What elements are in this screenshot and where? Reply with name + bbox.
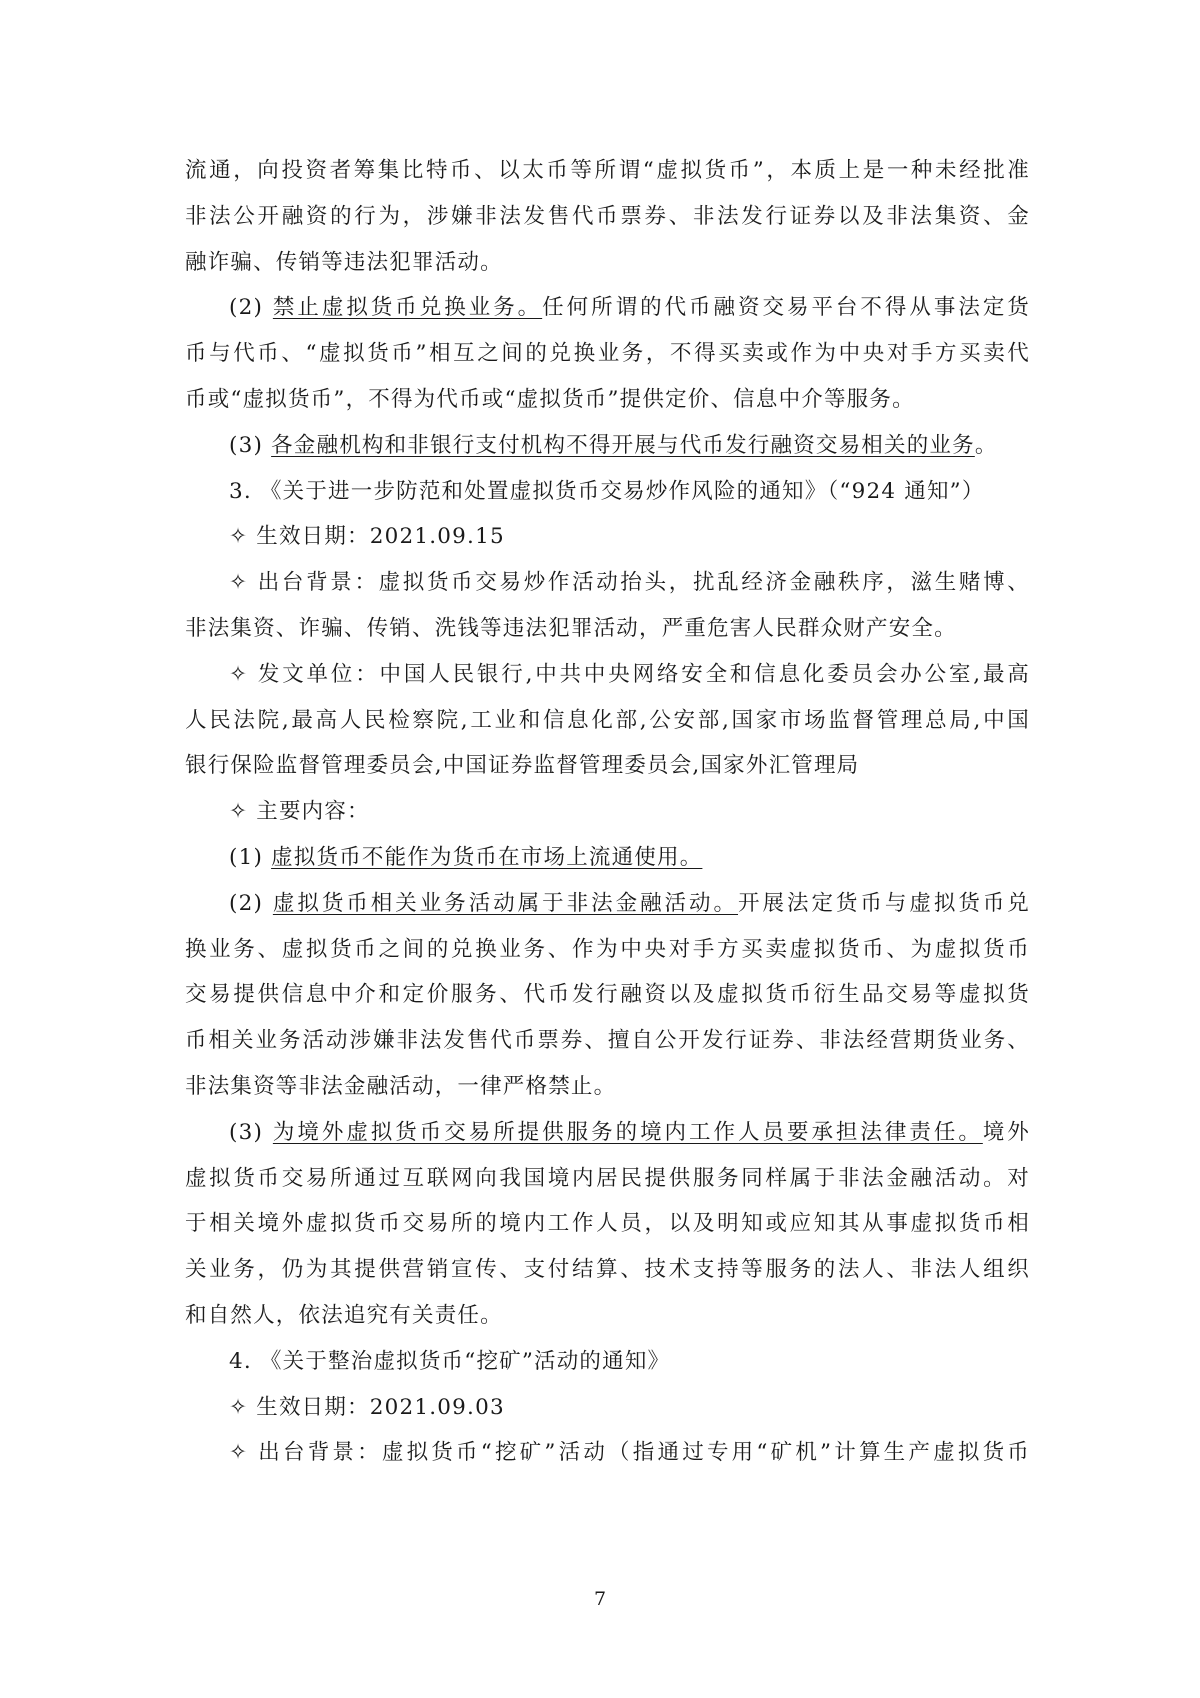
page-body: [185, 148, 1030, 1476]
item-number: (2): [229, 890, 273, 916]
text-line: 人民法院,最高人民检察院,工业和信息化部,公安部,国家市场监督管理总局,中国: [185, 707, 1030, 733]
text-line: 非法公开融资的行为，涉嫌非法发售代币票券、非法发行证券以及非法集资、金: [185, 203, 1030, 229]
item-text: 境外: [982, 1119, 1030, 1145]
underlined-heading: 各金融机构和非银行支付机构不得开展与代币发行融资交易相关的业务: [271, 432, 975, 458]
content-item-3: [185, 1110, 1030, 1156]
background-line: ✧ 出台背景：虚拟货币交易炒作活动抬头，扰乱经济金融秩序，滋生赌博、: [229, 570, 1030, 596]
section-heading-3: 3. 《关于进一步防范和处置虚拟货币交易炒作风险的通知》（“924 通知”）: [229, 478, 985, 504]
text-line: 币或“虚拟货币”，不得为代币或“虚拟货币”提供定价、信息中介等服务。: [185, 386, 915, 412]
item-text: 。: [974, 432, 998, 458]
text-line: 交易提供信息中介和定价服务、代币发行融资以及虚拟货币衍生品交易等虚拟货: [185, 982, 1030, 1008]
effective-date: ✧ 生效日期：2021.09.15: [229, 524, 505, 550]
issuer-line: ✧ 发文单位：中国人民银行,中共中央网络安全和信息化委员会办公室,最高: [229, 661, 1030, 687]
text-line: 币与代币、“虚拟货币”相互之间的兑换业务，不得买卖或作为中央对手方买卖代: [185, 341, 1030, 367]
item-text: 任何所谓的代币融资交易平台不得从事法定货: [542, 295, 1030, 321]
item-number: (3): [229, 1119, 273, 1145]
item-number: (2): [229, 295, 273, 321]
item-number: (1): [229, 844, 272, 870]
main-content-label: ✧ 主要内容：: [229, 799, 370, 825]
content-item-2: [185, 881, 1030, 927]
underlined-heading: 禁止虚拟货币兑换业务。: [272, 295, 543, 321]
text-line: 虚拟货币交易所通过互联网向我国境内居民提供服务同样属于非法金融活动。对: [185, 1165, 1030, 1191]
underlined-heading: 虚拟货币不能作为货币在市场上流通使用。: [271, 844, 703, 870]
text-line: 于相关境外虚拟货币交易所的境内工作人员，以及明知或应知其从事虚拟货币相: [185, 1211, 1030, 1237]
text-line: 币相关业务活动涉嫌非法发售代币票券、擅自公开发行证券、非法经营期货业务、: [185, 1028, 1030, 1054]
item-text: 开展法定货币与虚拟货币兑: [738, 890, 1030, 916]
text-line: 和自然人，依法追究有关责任。: [185, 1302, 503, 1328]
effective-date: ✧ 生效日期：2021.09.03: [229, 1394, 505, 1420]
section-heading-4: 4. 《关于整治虚拟货币“挖矿”活动的通知》: [229, 1348, 671, 1374]
underlined-heading: 虚拟货币相关业务活动属于非法金融活动。: [272, 890, 739, 916]
text-line: 关业务，仍为其提供营销宣传、支付结算、技术支持等服务的法人、非法人组织: [185, 1257, 1030, 1283]
list-item-2: [185, 285, 1030, 331]
page-number: 7: [593, 1588, 607, 1610]
text-line: 银行保险监督管理委员会,中国证券监督管理委员会,国家外汇管理局: [185, 753, 860, 779]
item-number: (3): [229, 432, 272, 458]
text-line: 非法集资、诈骗、传销、洗钱等违法犯罪活动，严重危害人民群众财产安全。: [185, 615, 957, 641]
text-line: 非法集资等非法金融活动，一律严格禁止。: [185, 1073, 617, 1099]
underlined-heading: 为境外虚拟货币交易所提供服务的境内工作人员要承担法律责任。: [272, 1119, 983, 1145]
text-line: 流通，向投资者筹集比特币、以太币等所谓“虚拟货币”，本质上是一种未经批准: [185, 158, 1030, 183]
content-item-1: [185, 835, 1030, 881]
background-line: ✧ 出台背景：虚拟货币“挖矿”活动（指通过专用“矿机”计算生产虚拟货币: [229, 1440, 1030, 1466]
text-line: 融诈骗、传销等违法犯罪活动。: [185, 249, 503, 275]
list-item-3: [185, 423, 1030, 469]
text-line: 换业务、虚拟货币之间的兑换业务、作为中央对手方买卖虚拟货币、为虚拟货币: [185, 936, 1030, 962]
